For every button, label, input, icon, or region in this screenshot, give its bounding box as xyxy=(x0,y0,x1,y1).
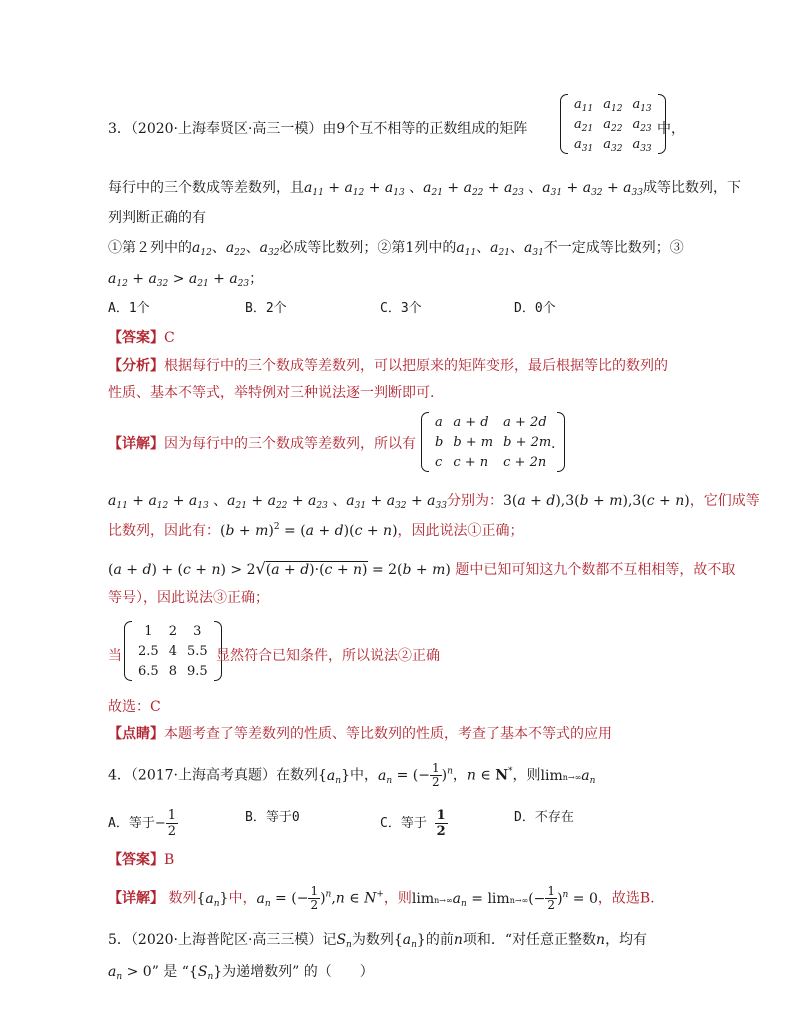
q3-line5: $a_{12} + a_{32} > a_{21} + a_{23}$； xyxy=(108,271,264,289)
q5-stem: 5．（2020·上海普陀区·高三三模）记$S_n$为数列$\{a_n\}$的前n项和．“对任意正整数n，均有 xyxy=(108,932,648,950)
cell: 1 xyxy=(144,623,153,639)
cell: 4 xyxy=(168,643,177,659)
q3-matrix: $a_{11}$ $a_{12}$ $a_{13}$ $a_{21}$ $a_{22}$ $a_{23}$ $a_{31}$ $a_{32}$ $a_{33}$ xyxy=(560,94,666,154)
cell: a + d xyxy=(453,414,489,430)
q3-detail-2-mid: 分别为： xyxy=(446,493,503,509)
q5-stem-d: 项和．“对任意正整数 xyxy=(462,932,597,948)
q5-stem-a: 5．（2020·上海普陀区·高三三模）记 xyxy=(108,932,337,948)
detail-tag: 【详解】 xyxy=(108,436,164,452)
q4-option-c-text: C．等于 xyxy=(380,816,427,831)
q3-detail-matrix xyxy=(421,412,565,472)
q3-option-c: C．3个 xyxy=(380,301,422,316)
q3-answer xyxy=(108,328,175,348)
q3-detail-4: (a + d) + (c + n) > 2√(a + d)·(c + n) = 2(b + m) 题中已知可知这九个数都不互相相等，故不取 xyxy=(108,559,736,578)
cell: b xyxy=(435,434,444,450)
q5-line2: $a_n > 0$” 是 “$\{S_n\}$为递增数列” 的（ ） xyxy=(108,964,374,982)
q4-option-a-text: A．等于 xyxy=(108,816,155,831)
q3-line4-b: 必成等比数列；②第1列中的 xyxy=(279,240,457,256)
cell: 3 xyxy=(193,623,202,639)
q3-line4-a: ①第２列中的 xyxy=(108,240,192,256)
q3-option-b: B．2个 xyxy=(245,301,287,316)
q3-detail-2: $a_{11} + a_{12} + a_{13}$ 、$a_{21} + a_{22} + a_{23}$ 、$a_{31} + a_{32} + a_{33}$分别为：3(a + d),3(b + m),3(c + n)，它们成等 xyxy=(108,493,760,511)
cell: 2 xyxy=(168,623,177,639)
q4-detail-c: ，则 xyxy=(383,890,412,907)
q3-line3: 列判断正确的有 xyxy=(108,210,206,226)
q3-when: 当 xyxy=(108,648,122,664)
comment-tag: 【点睛】 xyxy=(108,726,164,742)
cell: a + 2d xyxy=(503,414,547,430)
q3-detail-3: 比数列，因此有：$(b + m)^2 = (a + d)(c + n)$，因此说法①正确； xyxy=(108,522,524,539)
q3-line4-c: 不一定成等比数列；③ xyxy=(543,240,684,256)
cell: a xyxy=(435,414,443,430)
cell: c xyxy=(435,454,443,470)
q3-detail-5: 等号），因此说法③正确； xyxy=(108,590,269,606)
cell: b + m xyxy=(453,434,494,450)
q3-detail-3-a: 比数列，因此有： xyxy=(108,523,220,539)
q3-detail-period: . xyxy=(551,436,556,452)
q4-answer xyxy=(108,850,174,870)
q3-detail xyxy=(108,434,416,454)
detail-tag: 【详解】 xyxy=(108,890,164,907)
q4-stem-c: ，则 xyxy=(512,767,541,784)
q3-analysis xyxy=(108,356,668,376)
analysis-tag: 【分析】 xyxy=(108,358,164,374)
answer-tag: 【答案】 xyxy=(108,852,164,868)
cell: 5.5 xyxy=(186,643,208,659)
q4-option-d: D．不存在 xyxy=(514,810,574,825)
q4-stem: 4．（2017·上海高考真题）在数列$\{a_n\}$中，$a_n$ = (− $\frac{1}{2}$ )$^n$，n ∈ N*，则$\lim n\to\infty a_n$ xyxy=(108,761,596,789)
q3-analysis-1: 根据每行中的三个数成等差数列，可以把原来的矩阵变形，最后根据等比的数列的 xyxy=(164,358,668,374)
q5-stem-b: 为数列 xyxy=(351,932,394,948)
q4-detail-a: 数列 xyxy=(164,890,197,907)
cell: b + 2m xyxy=(503,434,552,450)
cell: c + n xyxy=(453,454,489,470)
q3-stem-prefix: 3．（2020·上海奉贤区·高三一模）由9个互不相等的正数组成的矩阵 xyxy=(108,121,528,137)
q5-line2-a: ” 是 “ xyxy=(151,964,189,980)
q5-stem-e: ，均有 xyxy=(605,932,648,948)
q3-line2-tail: 成等比数列，下 xyxy=(642,180,741,196)
q5-line2-b: 为递增数列” 的（ ） xyxy=(222,964,374,980)
q3-detail-2-end: ，它们成等 xyxy=(689,493,760,509)
q4-detail-b: 中， xyxy=(228,890,257,907)
q3-answer-value: C xyxy=(164,330,175,346)
q3-option-a: A．1个 xyxy=(108,301,150,316)
q3-line4: ①第２列中的$a_{12}$、$a_{22}$、$a_{32}$必成等比数列；②第1列中的$a_{11}$、$a_{21}$、$a_{31}$不一定成等比数列；③ xyxy=(108,240,684,258)
q3-stem-suffix: 中， xyxy=(657,121,685,137)
q4-stem-b: 中， xyxy=(350,767,378,784)
q4-detail-d: ，故选B. xyxy=(597,890,655,907)
answer-tag: 【答案】 xyxy=(108,330,164,346)
q3-line2-text: 每行中的三个数成等差数列，且 xyxy=(108,180,304,196)
q3-comment xyxy=(108,724,612,744)
q3-detail-3-b: ，因此说法①正确； xyxy=(397,523,524,539)
q4-option-a: A．等于− $\frac{1}{2}$ xyxy=(108,808,177,839)
cell: c + 2n xyxy=(503,454,547,470)
q4-answer-value: B xyxy=(164,852,175,868)
cell: 8 xyxy=(168,663,177,679)
q4-option-c: C．等于 $\frac{1}{2}$ xyxy=(380,808,446,839)
q3-detail-1: 因为每行中的三个数成等差数列，所以有 xyxy=(164,436,416,452)
q3-line2: 每行中的三个数成等差数列，且$a_{11} + a_{12} + a_{13}$ 、$a_{21} + a_{22} + a_{23}$ 、$a_{31} + a_{32} + a_{33}$成等比数列，下 xyxy=(108,180,741,198)
q4-option-b: B．等于0 xyxy=(245,810,300,825)
q4-stem-a: 4．（2017·上海高考真题）在数列 xyxy=(108,767,318,784)
q3-option-d: D．0个 xyxy=(514,301,556,316)
cell: 2.5 xyxy=(138,643,159,659)
q3-analysis-2: 性质、基本不等式，举特例对三种说法逐一判断即可. xyxy=(108,385,435,401)
q3-example-text: 显然符合已知条件，所以说法②正确 xyxy=(216,648,440,664)
q3-choose: 故选：C xyxy=(108,699,161,715)
q3-example-matrix xyxy=(124,621,222,681)
q4-detail: 【详解】 数列$\{a_n\}$中，$a_n$ = (− $\frac{1}{2}$ )$^n$,n ∈ N+，则$\lim n\to\infty a_n = \lim n\to\infty(-$ $\frac{1}{2}$ )$^n$ = 0，故选B. xyxy=(108,884,655,912)
q5-stem-c: 的前 xyxy=(425,932,454,948)
cell: 9.5 xyxy=(186,663,208,679)
q3-detail-4-end: 题中已知可知这九个数都不互相相等，故不取 xyxy=(455,562,736,578)
q3-stem xyxy=(108,119,527,139)
q3-comment-text: 本题考查了等差数列的性质、等比数列的性质，考查了基本不等式的应用 xyxy=(164,726,612,742)
cell: 6.5 xyxy=(138,663,159,679)
